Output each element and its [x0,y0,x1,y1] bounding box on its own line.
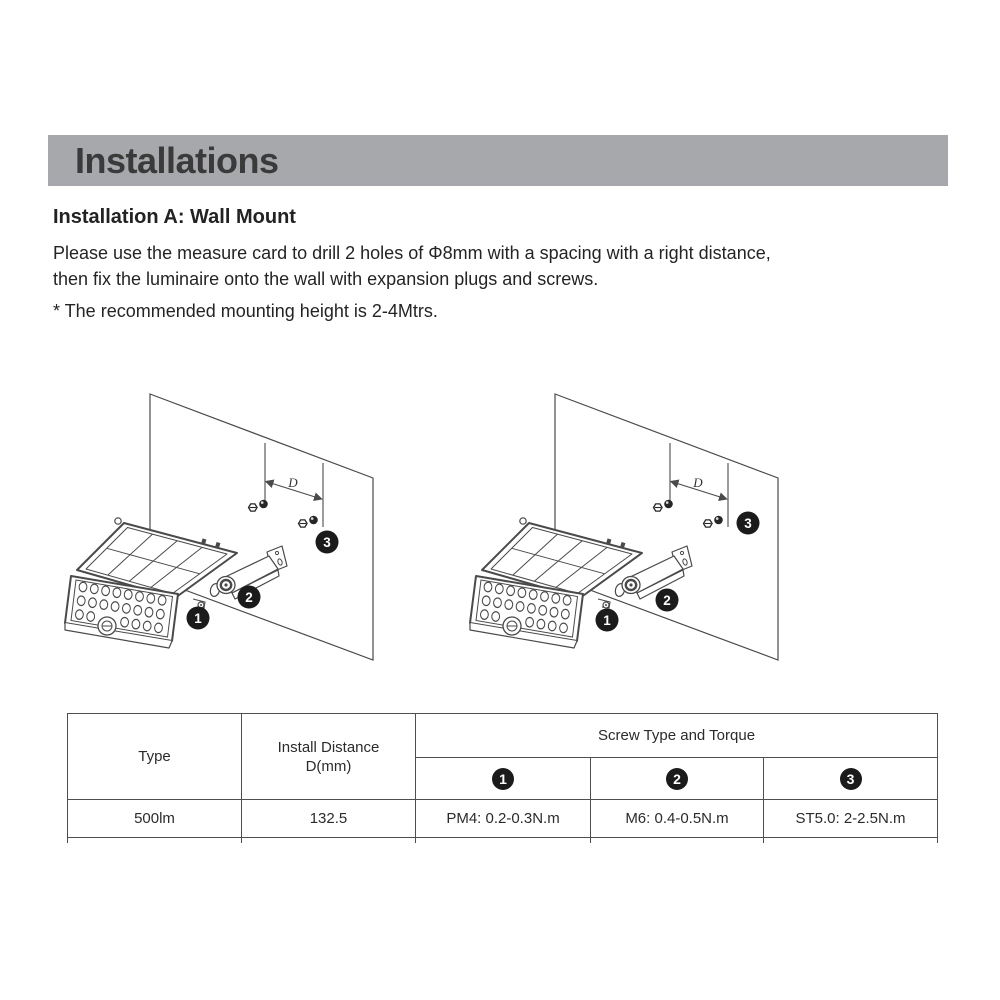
dimension-label: D [693,475,703,490]
svg-text:2: 2 [663,593,671,608]
screw-col-1-header [416,758,591,800]
svg-text:1: 1 [194,611,202,626]
callout-1-badge [187,607,210,630]
section-title: Installations [75,139,279,181]
svg-text:3: 3 [744,516,752,531]
cell-screw-1: PM4: 0.2-0.3N.m [416,800,591,838]
col-header-screw-group: Screw Type and Torque [416,714,938,758]
screw-col-2-header [591,758,764,800]
wall-mount-diagram-right [460,380,805,680]
mounting-height-note: * The recommended mounting height is 2-4Mtrs. [53,301,438,321]
subsection-heading: Installation A: Wall Mount [53,206,296,228]
instruction-line-1: Please use the measure card to drill 2 holes of Φ8mm with a spacing with a right distance, [53,243,771,263]
section-header-bar [48,135,948,186]
instruction-line-2: then fix the luminaire onto the wall with expansion plugs and screws. [53,269,599,289]
wall-mount-diagram-left [55,380,400,680]
col-header-install-distance [242,714,416,800]
install-distance-line-1: Install Distance [277,738,380,756]
cell-distance: 132.5 [242,800,416,838]
table-row-cutoff [68,838,938,844]
screw-col-3-header [764,758,938,800]
callout-2-badge [238,586,261,609]
screw-1-badge: 1 [492,768,514,790]
screw-2-badge: 2 [666,768,688,790]
cell-screw-3: ST5.0: 2-2.5N.m [764,800,938,838]
svg-text:3: 3 [323,535,331,550]
install-distance-line-2: D(mm) [305,757,352,775]
instruction-text [53,240,771,292]
col-header-type: Type [68,714,242,800]
screw-3-badge: 3 [840,768,862,790]
cell-type: 500lm [68,800,242,838]
callout-2-badge [656,589,679,612]
callout-1-badge [596,609,619,632]
svg-text:2: 2 [245,590,253,605]
cell-screw-2: M6: 0.4-0.5N.m [591,800,764,838]
dimension-label: D [288,475,298,490]
install-spec-table [67,713,938,843]
callout-3-badge [316,531,339,554]
callout-3-badge [737,512,760,535]
svg-text:1: 1 [603,613,611,628]
table-row [68,800,938,838]
